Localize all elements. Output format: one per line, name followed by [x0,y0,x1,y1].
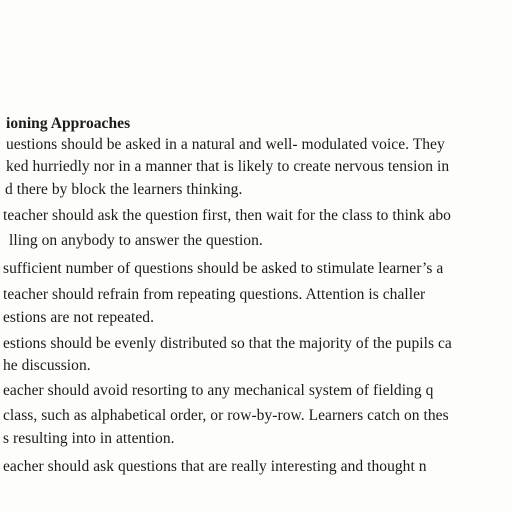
text-line: he discussion. [3,357,91,374]
text-line: estions should be evenly distributed so that the majority of the pupils ca [3,335,452,352]
text-line: lling on anybody to answer the question. [9,232,263,249]
text-line: teacher should ask the question first, then wait for the class to think abo [3,207,451,224]
text-line: eacher should avoid resorting to any mechanical system of fielding q [3,382,434,399]
text-line: teacher should refrain from repeating questions. Attention is challer [3,286,426,303]
section-heading: ioning Approaches [6,115,131,132]
text-line: eacher should ask questions that are really interesting and thought n [3,458,427,475]
text-line: class, such as alphabetical order, or row-by-row. Learners catch on thes [3,407,449,424]
text-line: uestions should be asked in a natural and well- modulated voice. They [6,136,445,153]
text-line: sufficient number of questions should be asked to stimulate learner’s a [3,260,444,277]
text-line: s resulting into in attention. [3,430,175,447]
text-line: estions are not repeated. [3,309,155,326]
text-line: d there by block the learners thinking. [5,181,243,198]
text-line: ked hurriedly nor in a manner that is likely to create nervous tension in [6,158,450,175]
